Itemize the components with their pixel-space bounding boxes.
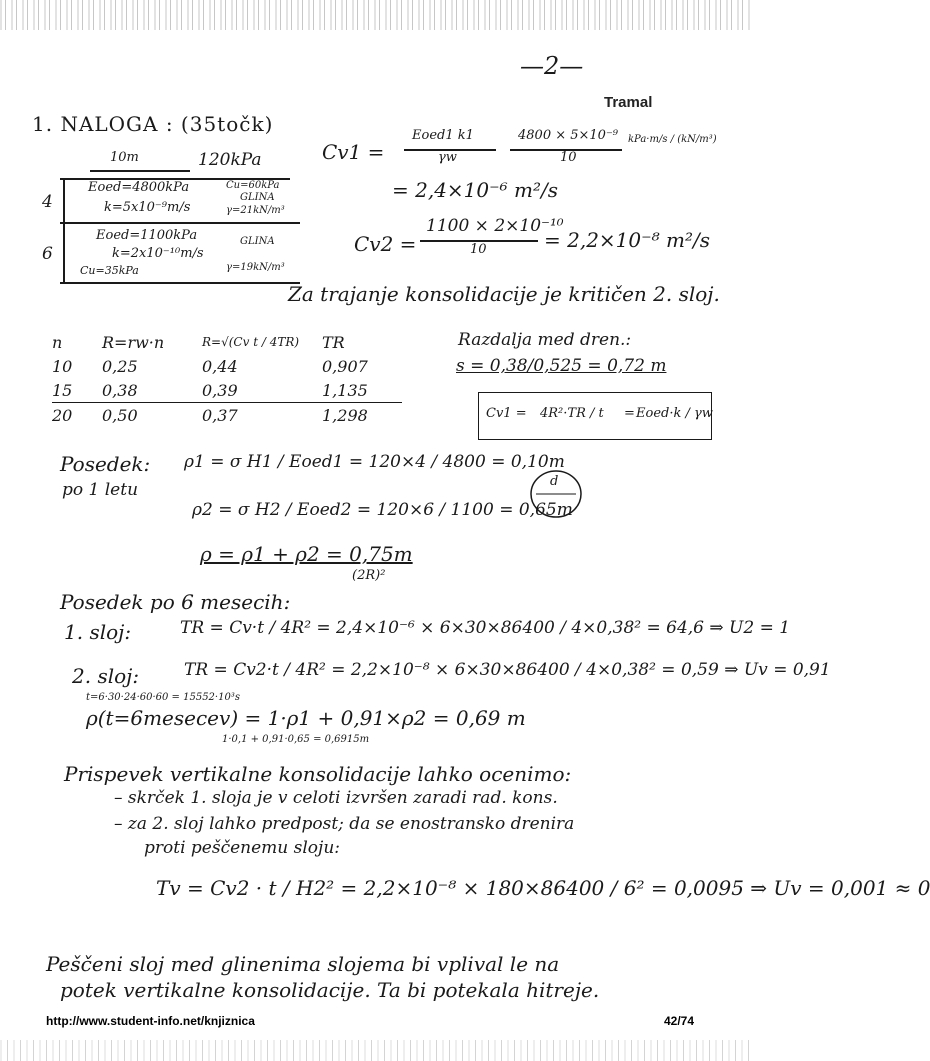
layer1-tr-equation: TR = Cv·t / 4R² = 2,4×10⁻⁶ × 6×30×86400 / 4×0,38² = 64,6 ⇒ U2 = 1 — [180, 618, 791, 638]
cv1-lhs: Cv1 = — [322, 140, 385, 164]
rho-total: ρ = ρ1 + ρ2 = 0,75m — [200, 542, 413, 566]
drain-formula-mid: 4R²·TR / t — [540, 406, 604, 421]
rho-six-months-sub: 1·0,1 + 0,91·0,65 = 0,6915m — [222, 734, 370, 745]
footer-page-number: 42/74 — [664, 1014, 695, 1028]
scan-noise-bottom — [0, 1040, 750, 1061]
table-header: TR — [322, 332, 345, 352]
table-cell: 0,25 — [102, 356, 138, 376]
table-cell: 0,44 — [202, 356, 238, 376]
settlement-label: Posedek: — [60, 452, 151, 476]
layer2-gamma: γ=19kN/m³ — [226, 262, 285, 273]
drain-table — [52, 330, 402, 427]
cv2-result: = 2,2×10⁻⁸ m²/s — [544, 228, 711, 252]
layer1-label: 1. sloj: — [64, 620, 132, 644]
table-header: R=√(Cv t / 4TR) — [202, 335, 300, 349]
cv1-frac-num: Eoed1 k1 — [412, 128, 474, 143]
cv1-result: = 2,4×10⁻⁶ m²/s — [392, 178, 559, 202]
drain-formula-eq: = — [624, 406, 635, 421]
drain-spacing: s = 0,38/0,525 = 0,72 m — [456, 356, 667, 376]
bedrock-line — [60, 282, 300, 284]
layer1-eoed: Eoed=4800kPa — [88, 180, 190, 195]
six-months-annotation: (2R)² — [352, 568, 386, 583]
settlement-label-time: po 1 letu — [62, 480, 139, 500]
load-label: 120kPa — [198, 150, 262, 170]
time-note: t=6·30·24·60·60 = 15552·10³s — [86, 692, 240, 703]
critical-note: Za trajanje konsolidacije je kritičen 2. sloj. — [288, 282, 720, 306]
vertical-bullet-2: – za 2. sloj lahko predpost; da se enostransko drenira — [114, 814, 575, 834]
drain-formula-lhs: Cv1 = — [486, 406, 527, 421]
layer2-tr-equation: TR = Cv2·t / 4R² = 2,2×10⁻⁸ × 6×30×86400 / 4×0,38² = 0,59 ⇒ Uv = 0,91 — [184, 660, 831, 680]
six-months-heading: Posedek po 6 mesecih: — [60, 590, 291, 614]
table-header: R=rw·n — [102, 332, 165, 352]
page-number-mark: —2— — [520, 52, 584, 80]
conclusion-line-2: potek vertikalne konsolidacije. Ta bi potekala hitreje. — [60, 978, 600, 1002]
tv-equation: Tv = Cv2 · t / H2² = 2,2×10⁻⁸ × 180×86400 / 6² = 0,0095 ⇒ Uv = 0,001 ≈ 0 — [156, 876, 930, 900]
cv1-units: kPa·m/s / (kN/m³) — [628, 134, 717, 145]
table-header: n — [52, 332, 63, 352]
table-row — [52, 354, 402, 378]
table-cell: 15 — [52, 380, 73, 400]
layer-boundary — [60, 222, 300, 224]
brand-logo-text: Tramal — [604, 94, 653, 111]
cv2-lhs: Cv2 = — [354, 232, 417, 256]
table-cell: 0,50 — [102, 405, 138, 425]
layer1-cu: Cu=60kPa — [226, 180, 280, 191]
table-cell: 0,37 — [202, 405, 238, 425]
load-line — [90, 170, 190, 172]
layer2-eoed: Eoed=1100kPa — [96, 228, 198, 243]
layer2-cu: Cu=35kPa — [80, 264, 139, 277]
conclusion-line-1: Peščeni sloj med glinenima slojema bi vplival le na — [46, 952, 560, 976]
task-title: 1. NALOGA : (35točk) — [32, 112, 274, 136]
table-row — [52, 378, 402, 403]
layer1-thickness: 4 — [42, 192, 53, 212]
drain-formula-rhs: Eoed·k / γw — [636, 406, 713, 421]
layer1-k: k=5x10⁻⁹m/s — [104, 200, 191, 215]
cv2-den: 10 — [470, 242, 487, 257]
rho-six-months: ρ(t=6mesecev) = 1·ρ1 + 0,91×ρ2 = 0,69 m — [86, 706, 526, 730]
scan-noise-top — [0, 0, 750, 30]
table-cell: 10 — [52, 356, 73, 376]
table-cell: 1,298 — [322, 405, 368, 425]
cv2-num: 1100 × 2×10⁻¹⁰ — [426, 216, 564, 236]
rho2-equation: ρ2 = σ H2 / Eoed2 = 120×6 / 1100 = 0,65m — [192, 500, 573, 520]
table-cell: 1,135 — [322, 380, 368, 400]
layer2-thickness: 6 — [42, 244, 53, 264]
cv1-frac-den: γw — [438, 150, 457, 165]
cv1-den: 10 — [560, 150, 577, 165]
vertical-intro: Prispevek vertikalne konsolidacije lahko ocenimo: — [64, 762, 572, 786]
drain-circle-label: d — [550, 474, 559, 489]
table-cell: 0,38 — [102, 380, 138, 400]
depth-axis — [63, 178, 65, 282]
table-header-row — [52, 330, 402, 354]
rho1-equation: ρ1 = σ H1 / Eoed1 = 120×4 / 4800 = 0,10m — [184, 452, 565, 472]
drain-title: Razdalja med dren.: — [458, 330, 632, 350]
layer1-gamma: γ=21kN/m³ — [226, 205, 285, 216]
layer2-material: GLINA — [240, 236, 275, 247]
footer-url[interactable]: http://www.student-info.net/knjiznica — [46, 1014, 255, 1028]
vertical-bullet-3: proti peščenemu sloju: — [144, 838, 340, 858]
vertical-bullet-1: – skrček 1. sloja je v celoti izvršen zaradi rad. kons. — [114, 788, 558, 808]
cv1-num: 4800 × 5×10⁻⁹ — [518, 128, 619, 143]
table-row — [52, 403, 402, 428]
layer1-material: GLINA — [240, 192, 275, 203]
table-cell: 20 — [52, 405, 73, 425]
layer2-label: 2. sloj: — [72, 664, 140, 688]
table-cell: 0,907 — [322, 356, 368, 376]
table-cell: 0,39 — [202, 380, 238, 400]
layer2-k: k=2x10⁻¹⁰m/s — [112, 246, 204, 261]
spacing-label: 10m — [110, 150, 139, 165]
